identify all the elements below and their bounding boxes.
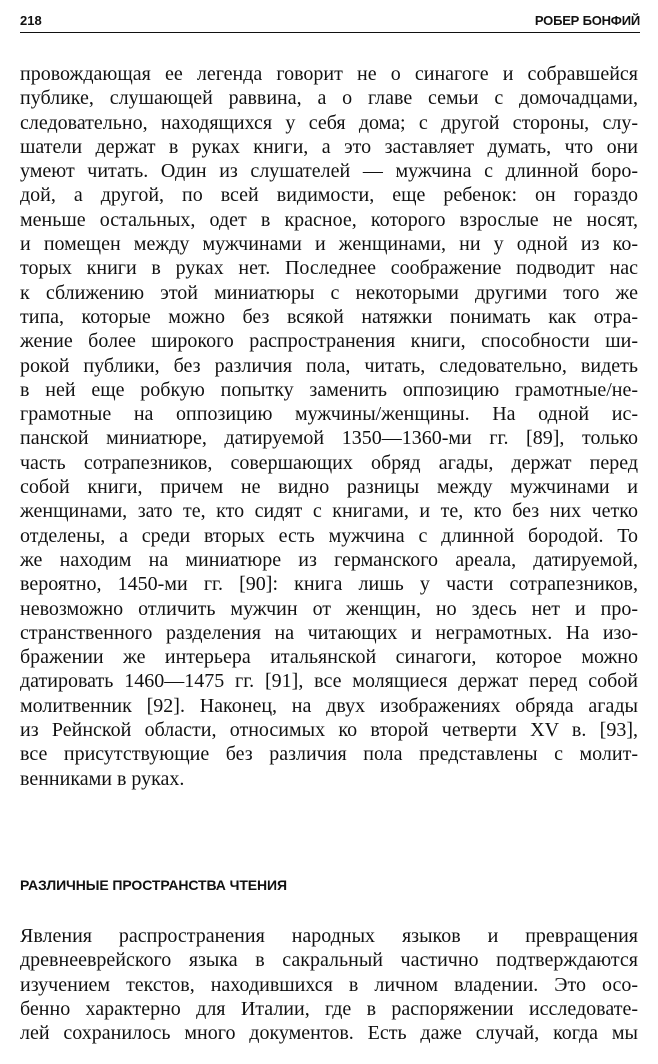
running-head — [20, 10, 640, 33]
text-line: невозможно отличить мужчин от женщин, но здесь нет и про- — [20, 597, 638, 620]
text-line: панской миниатюре, датируемой 1350—1360-ми гг. [89], только — [20, 427, 638, 450]
text-line: в ней еще робкую попытку заменить оппозицию грамотные/не- — [20, 378, 638, 401]
text-line: отделены, а среди вторых есть мужчина с длинной бородой. То — [20, 524, 638, 547]
text-line: грамотные на оппозицию мужчины/женщины. На одной ис- — [20, 403, 638, 426]
page-number: 218 — [20, 13, 42, 28]
text-line: вероятно, 1450-ми гг. [90]: книга лишь у части сотрапезников, — [20, 573, 638, 596]
text-line: молитвенник [92]. Наконец, на двух изображениях обряда агады — [20, 694, 638, 717]
text-line: же находим на миниатюре из германского ареала, датируемой, — [20, 548, 638, 571]
text-line: из Рейнской области, относимых ко второй четверти XV в. [93], — [20, 719, 638, 742]
text-line: бражении же интерьера итальянской синагоги, которое можно — [20, 646, 638, 669]
text-line: собой книги, причем не видно разницы между мужчинами и — [20, 476, 638, 499]
text-line: к сближению этой миниатюры с некоторыми другими того же — [20, 281, 638, 304]
author-name: РОБЕР БОНФИЙ — [534, 13, 640, 28]
text-line: торых книги в руках нет. Последнее соображение подводит нас — [20, 257, 638, 280]
text-line: типа, которые можно без всякой натяжки понимать как отра- — [20, 305, 638, 328]
text-line: датировать 1460—1475 гг. [91], все молящиеся держат перед собой — [20, 670, 638, 693]
text-line: все присутствующие без различия пола представлены с молит- — [20, 743, 638, 766]
text-line: жение более широкого распространения книги, способности ши- — [20, 330, 638, 353]
text-line: дой, а другой, по всей видимости, еще ребенок: он гораздо — [20, 184, 638, 207]
text-line: женщинами, зато те, кто сидят с книгами, и те, кто без них четко — [20, 500, 638, 523]
text-line: Явления распространения народных языков и превращения — [20, 925, 638, 947]
text-line: публике, слушающей раввина, а о главе семьи с домочадцами, — [20, 87, 638, 110]
text-line: умеют читать. Один из слушателей — мужчина с длинной боро- — [20, 160, 638, 183]
text-line: лей сохранилось много документов. Есть даже случай, когда мы — [20, 1022, 638, 1045]
text-line: меньше остальных, одет в красное, которого взрослые не носят, — [20, 208, 638, 231]
paragraph-1 — [20, 62, 638, 791]
text-line: шатели держат в руках книги, а это заставляет думать, что они — [20, 135, 638, 158]
text-line: следовательно, находящихся у себя дома; с другой стороны, слу- — [20, 111, 638, 134]
text-line: древнееврейского языка в сакральный частично подтверждаются — [20, 949, 638, 972]
text-line: венниками в руках. — [20, 767, 185, 790]
text-line: бенно характерно для Италии, где в распоряжении исследовате- — [20, 997, 638, 1020]
text-line: рокой публики, без различия пола, читать, следовательно, видеть — [20, 354, 638, 377]
section-heading: РАЗЛИЧНЫЕ ПРОСТРАНСТВА ЧТЕНИЯ — [20, 877, 287, 893]
text-line: изучением текстов, находившихся в личном владении. Это осо- — [20, 973, 638, 996]
text-line: странственного разделения на читающих и неграмотных. На изо- — [20, 621, 638, 644]
text-line: часть сотрапезников, совершающих обряд агады, держат перед — [20, 451, 638, 474]
text-line: и помещен между мужчинами и женщинами, ни у одной из ко- — [20, 233, 638, 256]
text-line: провождающая ее легенда говорит не о синагоге и собравшейся — [20, 63, 638, 85]
paragraph-2 — [20, 924, 638, 1045]
